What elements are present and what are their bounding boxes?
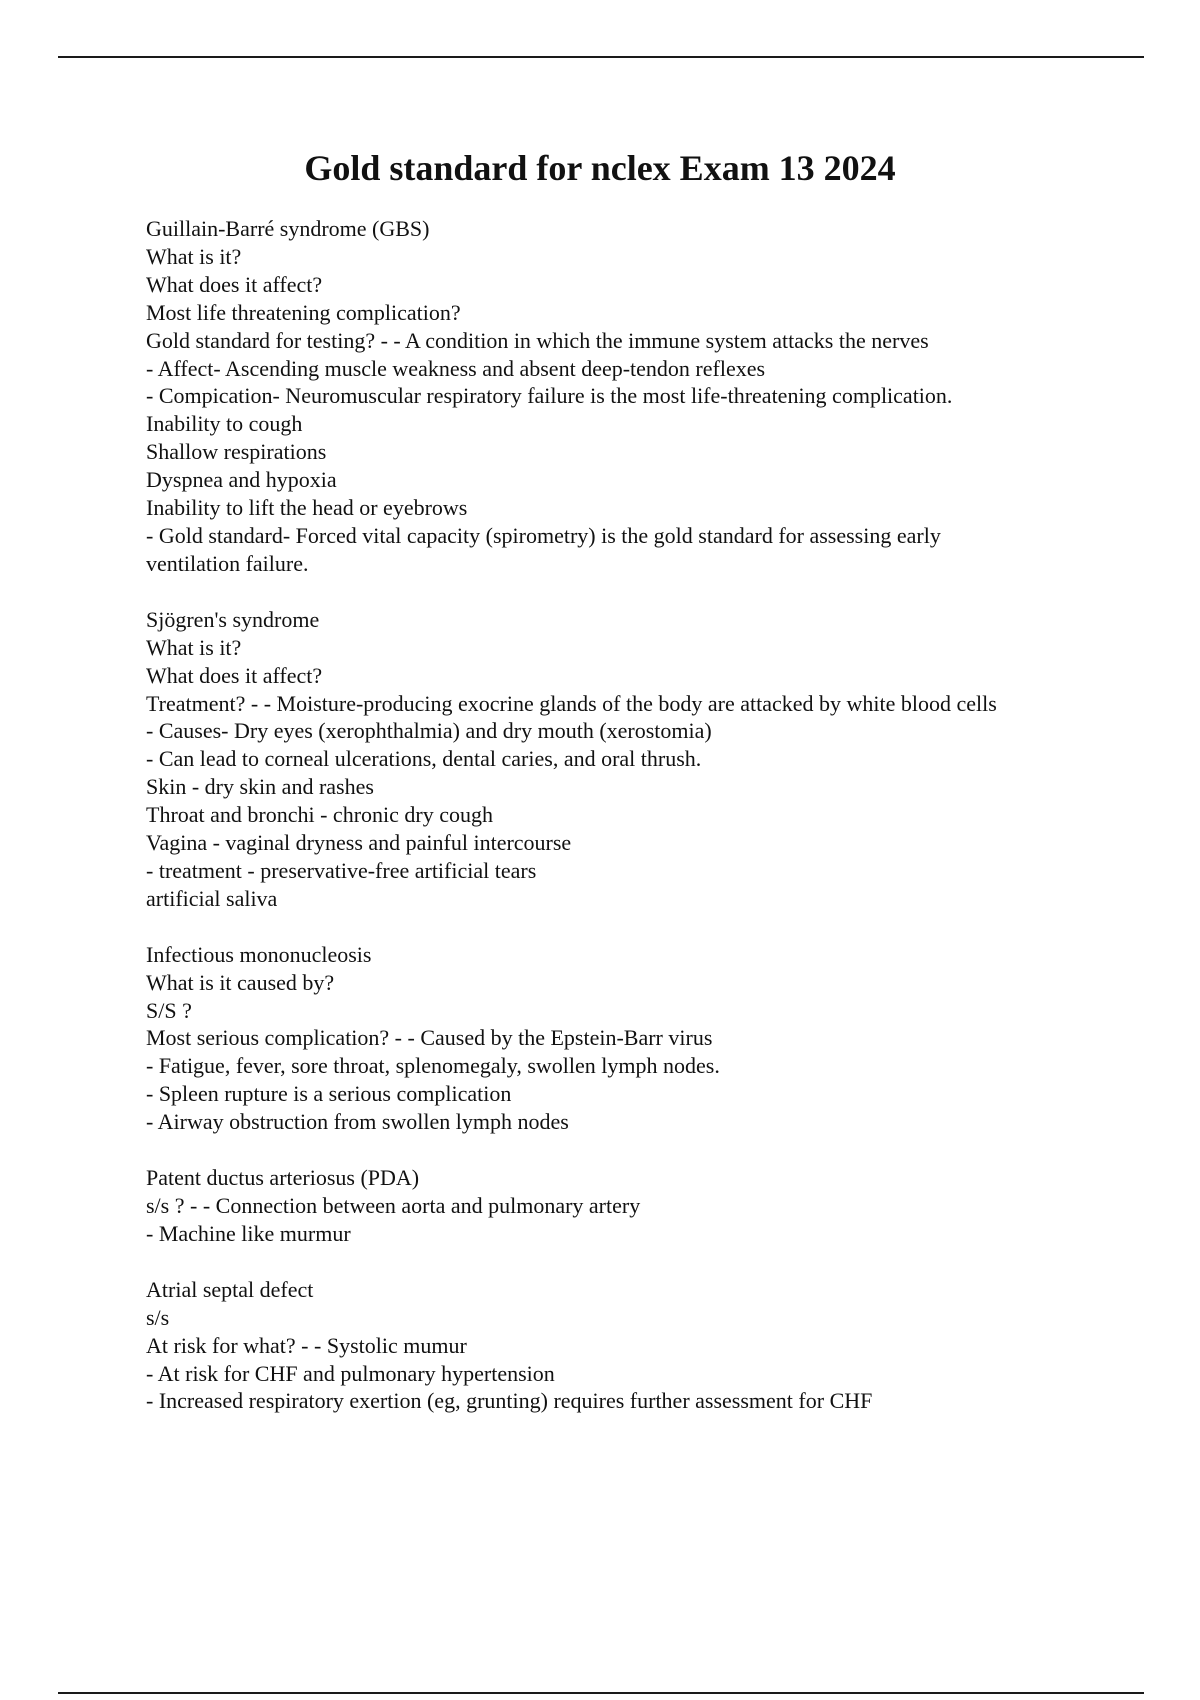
bottom-divider xyxy=(58,1692,1144,1694)
top-divider xyxy=(58,56,1144,58)
section-asd xyxy=(146,1276,1146,1416)
section-heading: Guillain-Barré syndrome (GBS) xyxy=(146,216,430,241)
section-sjogren xyxy=(146,606,1146,913)
text-line: What does it affect? xyxy=(146,662,323,688)
text-line: What is it? xyxy=(146,634,242,660)
text-line: Most life threatening complication? xyxy=(146,299,461,325)
section-heading: Infectious mononucleosis xyxy=(146,941,372,967)
text-line: - Increased respiratory exertion (eg, grunting) requires further assessment for CHF xyxy=(146,1388,873,1414)
text-line: - Spleen rupture is a serious complication xyxy=(146,1081,512,1107)
text-line: - Machine like murmur xyxy=(146,1220,351,1246)
section-mononucleosis xyxy=(146,941,1146,1136)
text-line: - Affect- Ascending muscle weakness and absent deep-tendon reflexes xyxy=(146,355,766,381)
text-line: At risk for what? - - Systolic mumur xyxy=(146,1332,467,1358)
text-line: What does it affect? xyxy=(146,271,323,297)
text-line: - Can lead to corneal ulcerations, dental caries, and oral thrush. xyxy=(146,746,702,772)
text-line: - Compication- Neuromuscular respiratory failure is the most life-threatening complication. xyxy=(146,383,953,409)
text-line: - Causes- Dry eyes (xerophthalmia) and dry mouth (xerostomia) xyxy=(146,718,712,744)
text-line: - Gold standard- Forced vital capacity (spirometry) is the gold standard for assessing early xyxy=(146,522,941,548)
text-line: Treatment? - - Moisture-producing exocrine glands of the body are attacked by white blood cells xyxy=(146,690,997,716)
text-line: What is it? xyxy=(146,243,242,269)
section-heading: Atrial septal defect xyxy=(146,1276,314,1302)
section-guillain-barre xyxy=(146,215,1146,578)
text-line: Gold standard for testing? - - A condition in which the immune system attacks the nerves xyxy=(146,327,929,353)
text-line: s/s ? - - Connection between aorta and pulmonary artery xyxy=(146,1193,641,1218)
text-line: Skin - dry skin and rashes xyxy=(146,774,374,800)
text-line: Inability to lift the head or eyebrows xyxy=(146,495,468,521)
text-line: - treatment - preservative-free artificial tears xyxy=(146,857,537,883)
text-line: artificial saliva xyxy=(146,885,278,911)
text-line: - At risk for CHF and pulmonary hypertension xyxy=(146,1360,555,1386)
section-heading: Sjögren's syndrome xyxy=(146,606,320,632)
text-line: Dyspnea and hypoxia xyxy=(146,467,337,493)
page-title: Gold standard for nclex Exam 13 2024 xyxy=(304,148,896,188)
section-heading: Patent ductus arteriosus (PDA) xyxy=(146,1165,420,1191)
text-line: Shallow respirations xyxy=(146,439,327,465)
section-pda xyxy=(146,1164,1146,1248)
text-line: Inability to cough xyxy=(146,411,303,437)
text-line: s/s xyxy=(146,1304,170,1330)
text-line: Vagina - vaginal dryness and painful intercourse xyxy=(146,830,572,856)
text-line: - Fatigue, fever, sore throat, splenomegaly, swollen lymph nodes. xyxy=(146,1053,720,1079)
text-line: Most serious complication? - - Caused by the Epstein-Barr virus xyxy=(146,1025,713,1051)
document-body xyxy=(146,215,1146,1443)
text-line: - Airway obstruction from swollen lymph nodes xyxy=(146,1109,569,1135)
text-line: ventilation failure. xyxy=(146,550,309,576)
text-line: What is it caused by? xyxy=(146,969,335,995)
text-line: Throat and bronchi - chronic dry cough xyxy=(146,802,493,828)
text-line: S/S ? xyxy=(146,997,192,1023)
